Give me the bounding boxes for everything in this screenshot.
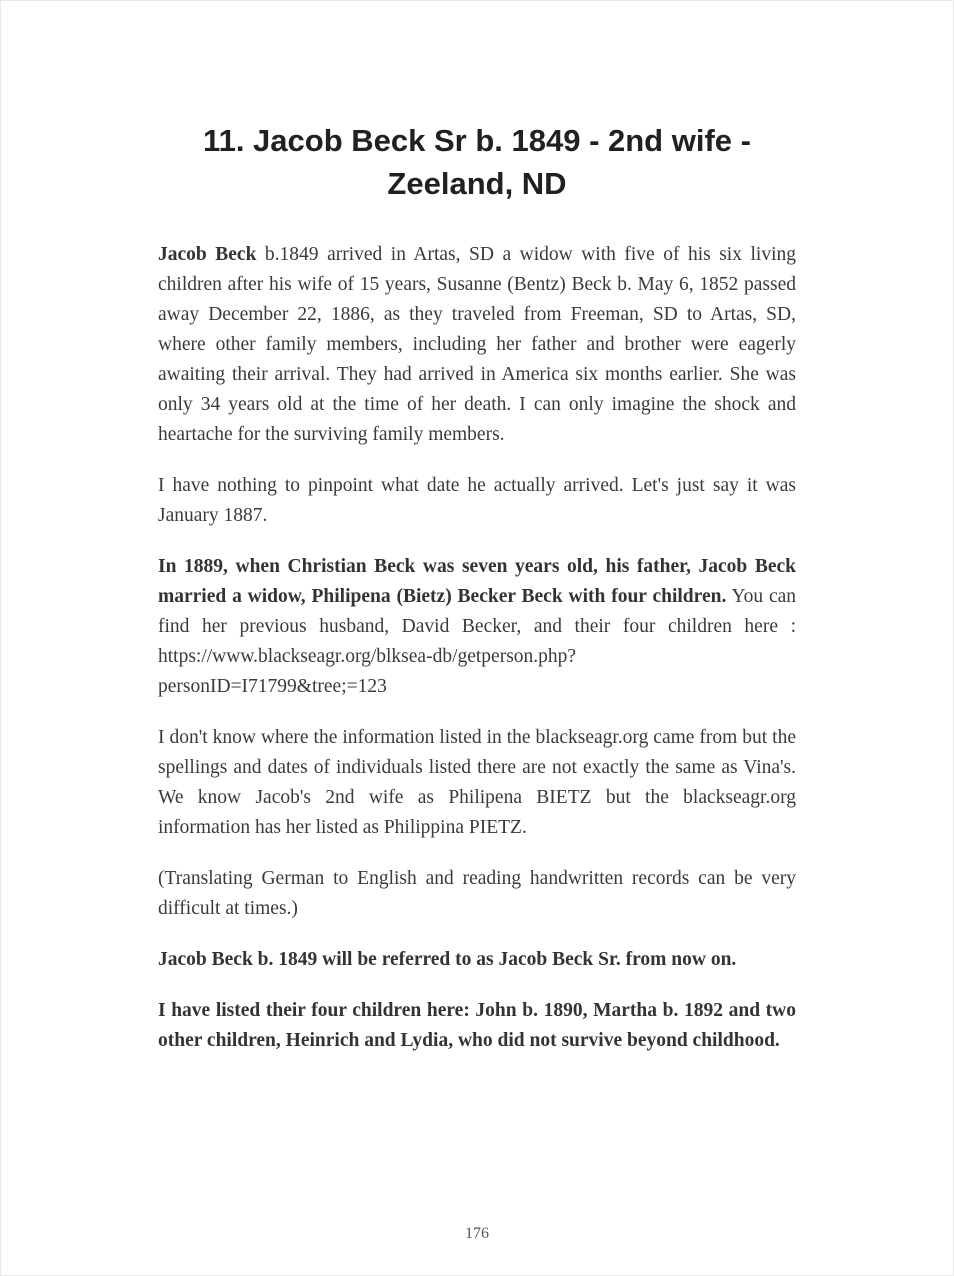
- paragraph-bold-text: Jacob Beck b. 1849 will be referred to as Jacob Beck Sr. from now on.: [158, 948, 737, 970]
- paragraph: [158, 471, 796, 531]
- paragraph-bold-text: I have listed their four children here: John b. 1890, Martha b. 1892 and two other children, Heinrich and Lydia, who did not survive beyond childhood.: [158, 999, 796, 1051]
- paragraph: [158, 552, 796, 702]
- paragraph-text: I don't know where the information listed in the blackseagr.org came from but the spellings and dates of individuals listed there are not exactly the same as Vina's. We know Jacob's 2nd wife as Philipena BIETZ but the blackseagr.org information has her listed as Philippina PIETZ.: [158, 726, 796, 838]
- page-number: 176: [465, 1225, 489, 1242]
- paragraph: [158, 723, 796, 843]
- paragraph-text: b.1849 arrived in Artas, SD a widow with five of his six living children after his wife of 15 years, Susanne (Bentz) Beck b. May 6, 1852 passed away December 22, 1886, as they traveled from Freeman, SD to Artas, SD, where other family members, including her father and brother were eagerly awaiting their arrival. They had arrived in America six months earlier. She was only 34 years old at the time of her death. I can only imagine the shock and heartache for the surviving family members.: [158, 243, 796, 445]
- paragraph: [158, 996, 796, 1056]
- paragraph: [158, 864, 796, 924]
- paragraph-bold-lead: Jacob Beck: [158, 243, 257, 265]
- paragraph-bold-lead: In 1889, when Christian Beck was seven years old, his father, Jacob Beck married a widow, Philipena (Bietz) Becker Beck with four children.: [158, 555, 796, 607]
- page-title: 11. Jacob Beck Sr b. 1849 - 2nd wife - Zeeland, ND: [203, 123, 751, 202]
- document-body: [158, 240, 796, 1056]
- paragraph: [158, 240, 796, 450]
- paragraph-text-with-url: You can find her previous husband, David Becker, and their four children here : https://www.blackseagr.org/blksea-db/getperson.php?personID=I71799&tree;=123: [158, 585, 797, 697]
- paragraph-text: I have nothing to pinpoint what date he actually arrived. Let's just say it was January 1887.: [158, 474, 796, 526]
- paragraph-text: (Translating German to English and reading handwritten records can be very difficult at times.): [158, 867, 796, 919]
- paragraph: [158, 945, 796, 975]
